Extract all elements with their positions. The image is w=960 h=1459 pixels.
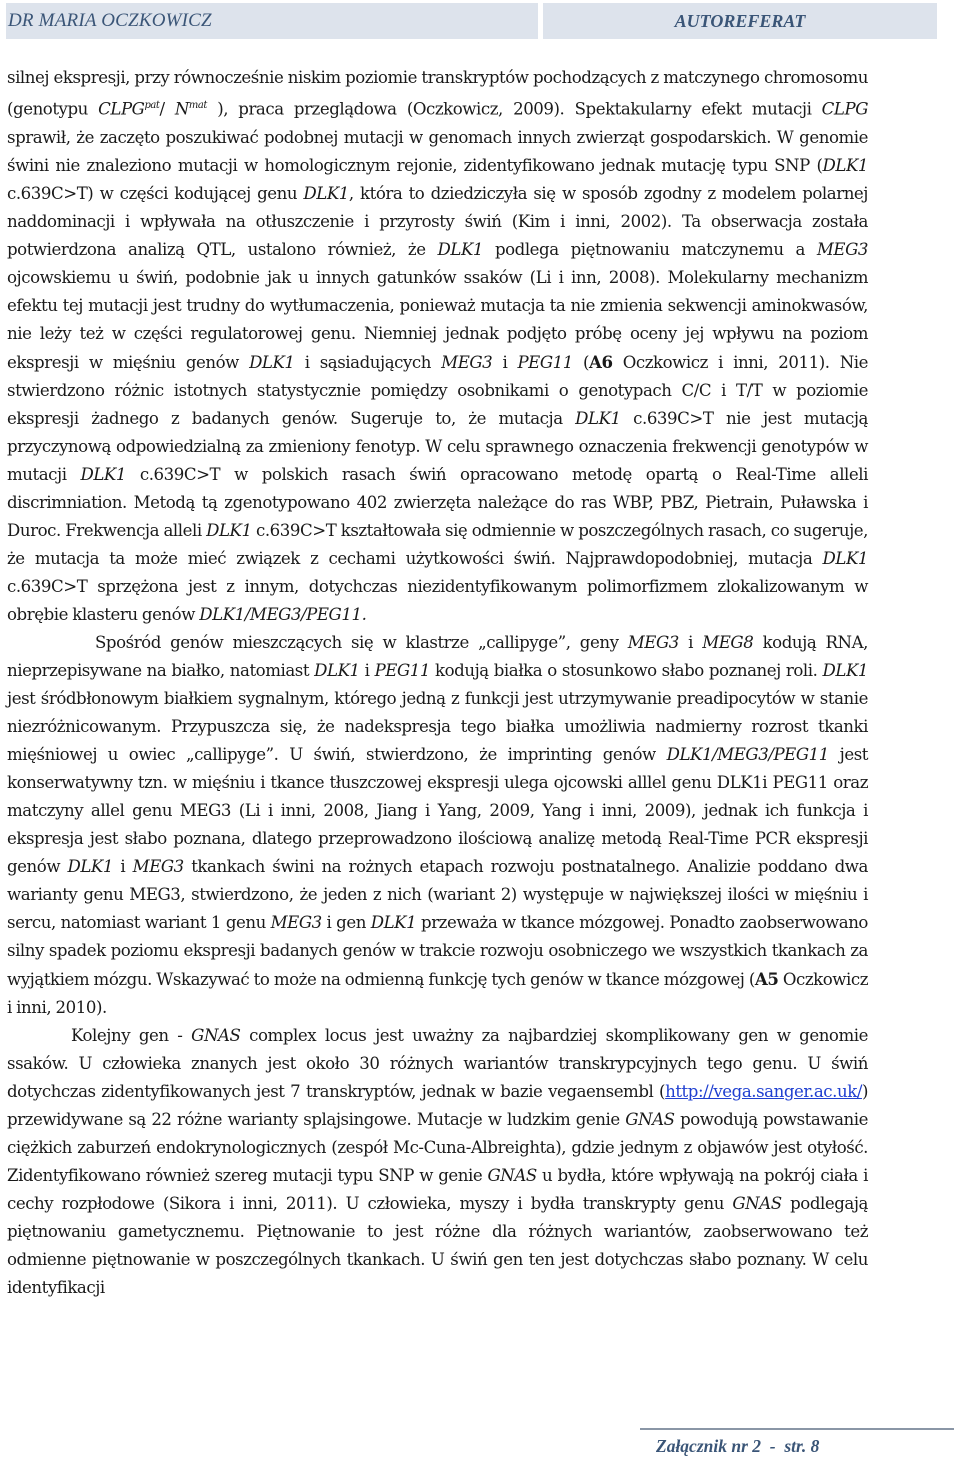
text-run: i — [112, 856, 133, 876]
text-run: c.639C>T w polskich rasach świń opracowano metodę opartą o Real-Time alleli discrimniation. Metodą tą zgenotypowano 402 zwierzęta należące do ras WBP, PBZ, Pietrain, Puławska i Duroc. Frekwencja alleli — [7, 464, 868, 540]
italic-gene-name: MEG3 — [441, 352, 493, 372]
italic-gene-name: DLK1/MEG3/PEG11. — [199, 604, 367, 624]
text-run: i — [678, 632, 703, 652]
text-run: i — [492, 352, 518, 372]
text-run: kodują białka o stosunkowo słabo poznanej roli. — [429, 660, 823, 680]
italic-gene-name: DLK1 — [822, 155, 868, 175]
text-run: ), praca przeglądowa (Oczkowicz, 2009). Spektakularny efekt mutacji — [206, 99, 822, 119]
text-run: ojcowskiemu u świń, podobnie jak u innych gatunków ssaków (Li i inn, 2008). Molekularny mechanizm efektu tej mutacji jest trudny do wytłumaczenia, ponieważ mutacja ta nie zmienia sekwencji aminokwasów, nie leży też w części regulatorowej genu. Niemniej jednak podjęto próbę oceny jej wpływu na poziom ekspresji w mięśniu genów — [7, 267, 868, 372]
text-run: i gen — [321, 912, 371, 932]
text-run: c.639C>T) w części kodującej genu — [7, 183, 304, 203]
text-run: tkankach świni na rożnych etapach rozwoju postnatalnego. Analizie poddano dwa warianty genu MEG3, stwierdzono, że jeden z nich (wariant 2) występuje w największej ilości w mięśniu i sercu, natomiast wariant 1 genu — [7, 856, 868, 932]
text-run: , która to dziedziczyła się w sposób zgodny z modelem polarnej naddominacji i wpływała na otłuszczenie i przyrosty świń (Kim i inni, 2002). Ta obserwacja została potwierdzona analizą QTL, ustalono również, że — [7, 183, 868, 259]
text-run: Kolejny gen - — [71, 1025, 192, 1045]
header-author: DR MARIA OCZKOWICZ — [6, 3, 538, 39]
italic-gene-name: DLK1 — [314, 660, 360, 680]
italic-gene-name: PEG11 — [517, 352, 573, 372]
italic-gene-name: DLK1 — [437, 239, 484, 259]
italic-gene-name: GNAS — [191, 1025, 241, 1045]
italic-gene-name: GNAS — [732, 1193, 782, 1213]
bold-reference: A6 — [589, 351, 613, 372]
italic-gene-name: DLK1 — [575, 408, 621, 428]
text-run: sprawił, że zaczęto poszukiwać podobnej mutacji w genomach innych zwierząt gospodarskich. W genomie świni nie znaleziono mutacji w homologicznym rejonie, zidentyfikowano jednak mutację typu SNP ( — [7, 127, 868, 175]
bold-reference: A5 — [754, 968, 779, 989]
text-run: ( — [572, 352, 590, 372]
text-run: i — [359, 660, 375, 680]
italic-gene-name: GNAS — [487, 1165, 537, 1185]
page-header — [0, 3, 960, 39]
italic-gene-name: MEG8 — [702, 632, 754, 652]
text-run: podlega piętnowaniu matczynemu a — [483, 239, 817, 259]
text-run: Oczkowicz i inni, 2011). Nie stwierdzono różnic istotnych statystycznie pomiędzy osobnikami o genotypach C/C i T/T w poziomie ekspresji żadnego z badanych genów. Sugeruje to, że mutacja — [7, 352, 868, 428]
text-run: jest śródbłonowym białkiem sygnalnym, którego jedną z funkcji jest utrzymywanie preadipocytów w stanie niezróżnicowanym. Przypuszcza się, że nadekspresja tego białka umożliwia nadmierny rozrost tkanki mięśniowej u owiec „callipyge”. U świń, stwierdzono, że imprinting genów — [7, 688, 868, 764]
italic-gene-name: CLPG — [821, 99, 869, 119]
text-run: complex locus jest uważny za najbardziej skomplikowany gen w genomie ssaków. U człowieka znanych jest około 30 różnych wariantów transkrypcyjnych tego genu. U świń dotychczas zidentyfikowanych jest 7 transkryptów, jednak w bazie vegaensembl ( — [7, 1025, 868, 1101]
paragraph-dlk1-mutation — [7, 64, 868, 629]
italic-gene-name: N — [174, 99, 189, 119]
text-run: i sąsiadujących — [294, 352, 442, 372]
text-run: / — [159, 99, 175, 119]
text-run: c.639C>T kształtowała się odmiennie w poszczególnych rasach, co sugeruje, że mutacja ta może mieć związek z cechami użytkowości świń. Najprawdopodobniej, mutacja — [7, 520, 868, 568]
text-run: Oczkowicz i inni, 2010). — [7, 969, 869, 1017]
text-run: u bydła, które wpływają na pokrój ciała i cechy rozpłodowe (Sikora i inni, 2011). U człowieka, myszy i bydła transkrypty genu — [7, 1165, 868, 1213]
paragraph-gnas-locus — [7, 1022, 868, 1302]
italic-gene-name: MEG3 — [270, 912, 322, 932]
italic-gene-name: MEG3 — [627, 632, 679, 652]
italic-gene-name: DLK1 — [80, 464, 126, 484]
text-run: Spośród genów mieszczących się w klastrze „callipyge”, geny — [95, 632, 628, 652]
vega-link[interactable]: http://vega.sanger.ac.uk/ — [665, 1081, 862, 1101]
text-run: kodują RNA, nieprzepisywane na białko, natomiast — [7, 632, 868, 680]
text-run: przeważa w tkance mózgowej. Ponadto zaobserwowano silny spadek poziomu ekspresji badanych genów w trakcie rozwoju osobniczego we wszystkich tkankach za wyjątkiem mózgu. Wskazywać to może na odmienną funkcję tych genów w tkance mózgowej ( — [7, 912, 868, 989]
italic-gene-name: CLPG — [98, 99, 145, 119]
italic-gene-name: GNAS — [625, 1109, 675, 1129]
header-doc-type: AUTOREFERAT — [543, 3, 937, 39]
italic-gene-name: MEG3 — [132, 856, 184, 876]
italic-gene-name: DLK1 — [249, 352, 295, 372]
italic-gene-name: DLK1 — [370, 912, 417, 932]
italic-gene-name: PEG11 — [374, 660, 430, 680]
text-run: jest konserwatywny tzn. w mięśniu i tkance tłuszczowej ekspresji ulega ojcowski alllel genu DLK1i PEG11 oraz matczyny allel genu MEG3 (Li i inni, 2008, Jiang i Yang, 2009, Yang i inni, 2009), jednak ich funkcja i ekspresja jest słabo poznana, dlatego przeprowadzono ilościową analizę metodą Real-Time PCR ekspresji genów — [7, 744, 868, 876]
text-run: silnej ekspresji, przy równocześnie niskim poziomie transkryptów pochodzących z matczynego chromosomu (genotypu — [7, 68, 868, 119]
page-footer — [640, 1428, 954, 1458]
footer-page-number: Załącznik nr 2 - str. 8 — [656, 1436, 820, 1456]
italic-gene-name: DLK1 — [206, 520, 252, 540]
text-run: c.639C>T nie jest mutacją przyczynową odpowiedzialną za zmieniony fenotyp. W celu sprawnego oznaczenia frekwencji genotypów w mutacji — [7, 408, 868, 484]
italic-gene-name: DLK1 — [67, 856, 113, 876]
italic-gene-name: DLK1 — [303, 183, 349, 203]
text-run: c.639C>T sprzężona jest z innym, dotychczas niezidentyfikowanym polimorfizmem zlokalizowanym w obrębie klasteru genów — [7, 576, 868, 624]
italic-gene-name: MEG3 — [816, 239, 868, 259]
text-run: ) przewidywane są 22 różne warianty splajsingowe. Mutacje w ludzkim genie — [7, 1081, 868, 1129]
italic-gene-name: DLK1 — [822, 660, 868, 680]
italic-gene-name: DLK1 — [822, 548, 868, 568]
document-body — [7, 64, 868, 1302]
text-run: powodują powstawanie ciężkich zaburzeń endokrynologicznych (zespół Mc-Cuna-Albreighta), gdzie jednym z objawów jest otyłość. Zidentyfikowano również szereg mutacji typu SNP w genie — [7, 1109, 868, 1185]
superscript-text: mat — [188, 100, 207, 111]
text-run: podlegają piętnowaniu gametycznemu. Piętnowanie to jest różne dla różnych wariantów, zaobserwowano też odmienne piętnowanie w poszczególnych tkankach. U świń gen ten jest dotychczas słabo poznany. W celu identyfikacji — [7, 1193, 868, 1297]
paragraph-callipyge-genes — [7, 629, 868, 1022]
footer-rule — [640, 1428, 954, 1430]
superscript-text: pat — [144, 100, 160, 111]
italic-gene-name: DLK1/MEG3/PEG11 — [666, 744, 829, 764]
